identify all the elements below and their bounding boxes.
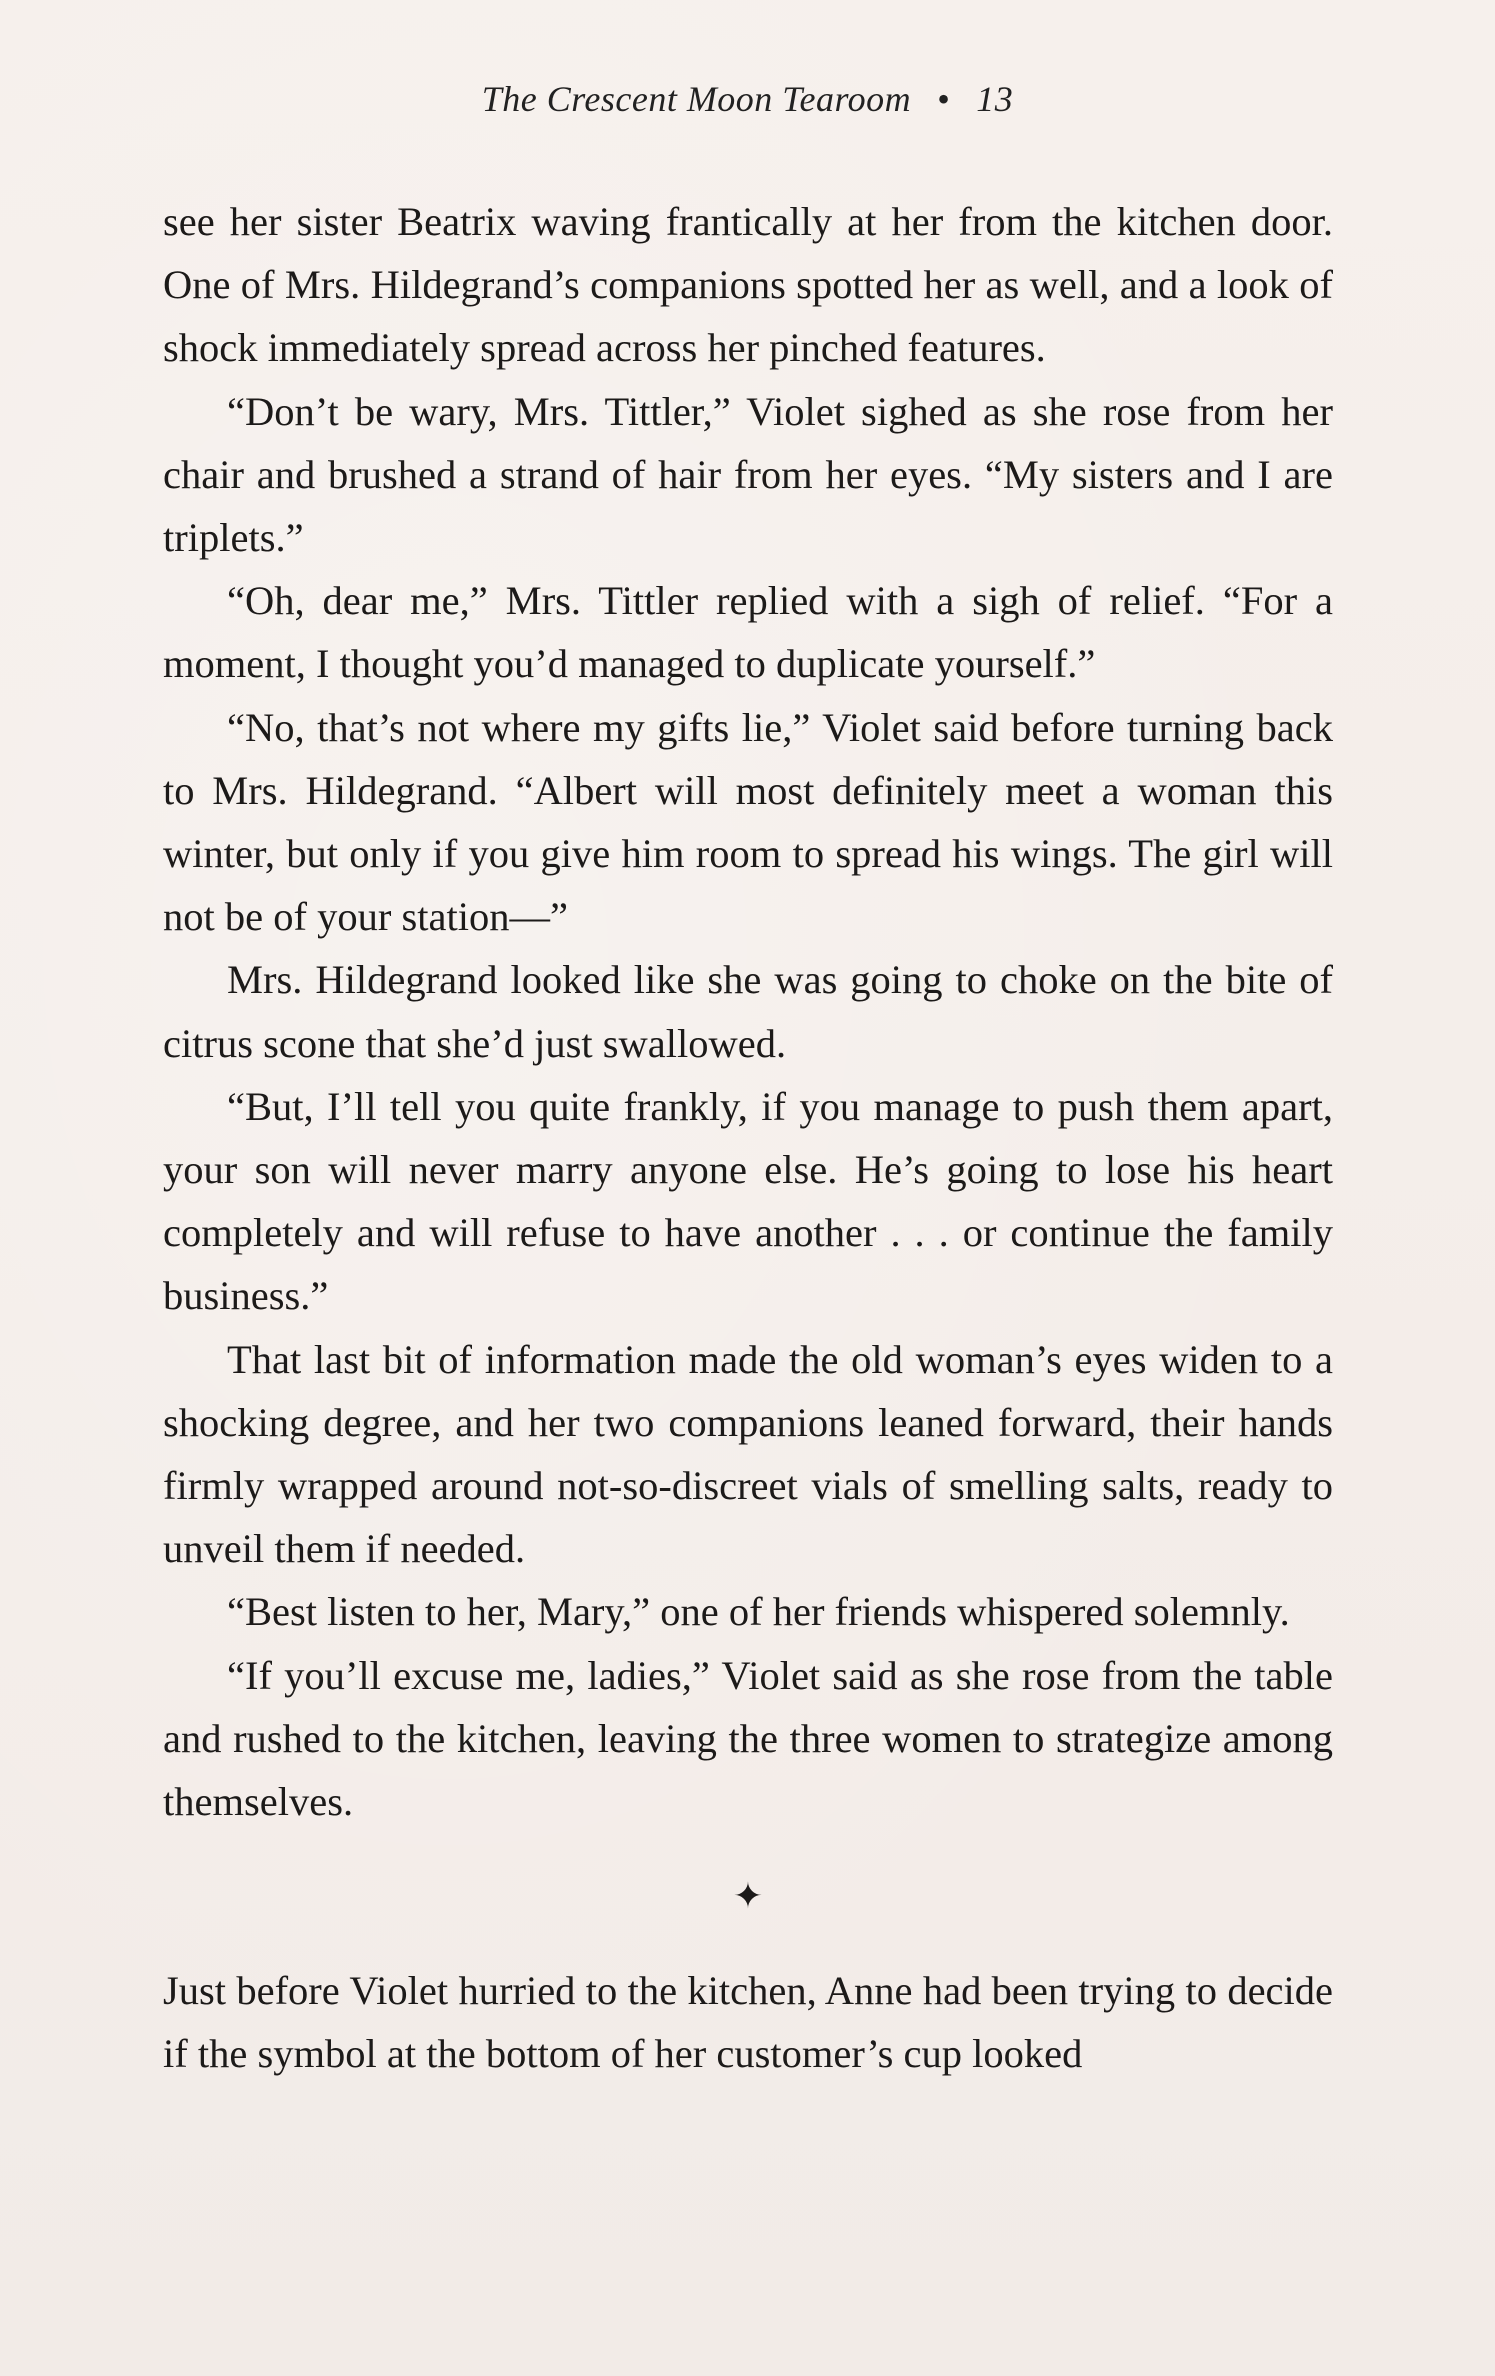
paragraph: “Oh, dear me,” Mrs. Tittler replied with a sigh of relief. “For a moment, I thought you’d managed to duplicate yourself.” [163,578,1333,687]
paragraph: “If you’ll excuse me, ladies,” Violet said as she rose from the table and rushed to the kitchen, leaving the three women to strategize among themselves. [163,1652,1333,1825]
paragraph: “Don’t be wary, Mrs. Tittler,” Violet sighed as she rose from her chair and brushed a strand of hair from her eyes. “My sisters and I are triplets.” [163,388,1333,561]
paragraph: Just before Violet hurried to the kitchen, Anne had been trying to decide if the symbol at the bottom of her customer’s cup looked [163,1968,1333,2077]
book-title: The Crescent Moon Tearoom [481,79,912,119]
page-number: 13 [976,79,1014,119]
header-separator: • [937,79,951,119]
section-break-ornament: ✦ [732,1876,764,1917]
body-text [163,190,1333,2086]
paragraph: “But, I’ll tell you quite frankly, if you manage to push them apart, your son will never marry anyone else. He’s going to lose his heart completely and will refuse to have another . . . or continue the family business.” [163,1083,1333,1319]
running-head [0,78,1495,120]
paragraph: That last bit of information made the old woman’s eyes widen to a shocking degree, and her two companions leaned forward, their hands firmly wrapped around not-so-discreet vials of smelling salts, ready to unveil them if needed. [163,1336,1333,1572]
paragraph: “No, that’s not where my gifts lie,” Violet said before turning back to Mrs. Hildegrand. “Albert will most definitely meet a woman this winter, but only if you give him room to spread his wings. The girl will not be of your station—” [163,704,1333,940]
paragraph: “Best listen to her, Mary,” one of her friends whispered solemnly. [227,1589,1290,1635]
paragraph: see her sister Beatrix waving frantically at her from the kitchen door. One of Mrs. Hildegrand’s companions spotted her as well, and a look of shock immediately spread across her pinched features. [163,199,1333,371]
paragraph: Mrs. Hildegrand looked like she was going to choke on the bite of citrus scone that she’d just swallowed. [163,957,1333,1066]
